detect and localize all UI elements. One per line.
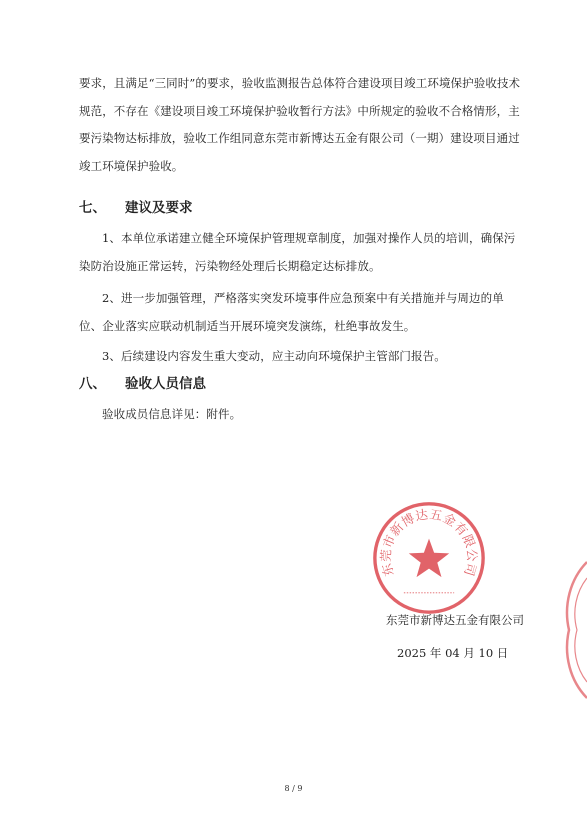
paragraph-conclusion: 要求，且满足“三同时”的要求，验收监测报告总体符合建设项目竣工环境保护验收技术规范，不存在《建设项目竣工环境保护验收暂行方法》中所规定的验收不合格情形，主要污染物达标排放，验收工作组同意东莞市新博达五金有限公司（一期）建设项目通过竣工环境保护验收。: [79, 76, 521, 173]
company-seal-icon: [371, 500, 487, 616]
paragraph-suggestion-2: 2、进一步加强管理，严格落实突发环境事件应急预案中有关措施并与周边的单位、企业落实应联动机制适当开展环境突发演练，杜绝事故发生。: [79, 291, 504, 333]
section-number-8: 八、: [79, 376, 106, 392]
section-number-7: 七、: [79, 200, 106, 216]
paragraph-suggestion-3: 3、后续建设内容发生重大变动，应主动向环境保护主管部门报告。: [102, 349, 446, 363]
section-title-8: 验收人员信息: [125, 376, 206, 392]
signature-date: 2025 年 04 月 10 日: [397, 646, 509, 660]
section-heading-8: [79, 375, 206, 393]
signature-company: 东莞市新博达五金有限公司: [386, 613, 524, 627]
paragraph-suggestion-1: 1、本单位承诺建立健全环境保护管理规章制度，加强对操作人员的培训，确保污染防治设施正常运转，污染物经处理后长期稳定达标排放。: [79, 231, 516, 273]
page-number: 8 / 9: [284, 784, 303, 793]
section-heading-7: [79, 199, 193, 217]
seal-text: 东莞市新博达五金有限公司: [378, 506, 480, 579]
edge-seal-icon: [565, 560, 587, 700]
paragraph-personnel: 验收成员信息详见：附件。: [102, 407, 242, 421]
section-title-7: 建议及要求: [125, 200, 193, 216]
